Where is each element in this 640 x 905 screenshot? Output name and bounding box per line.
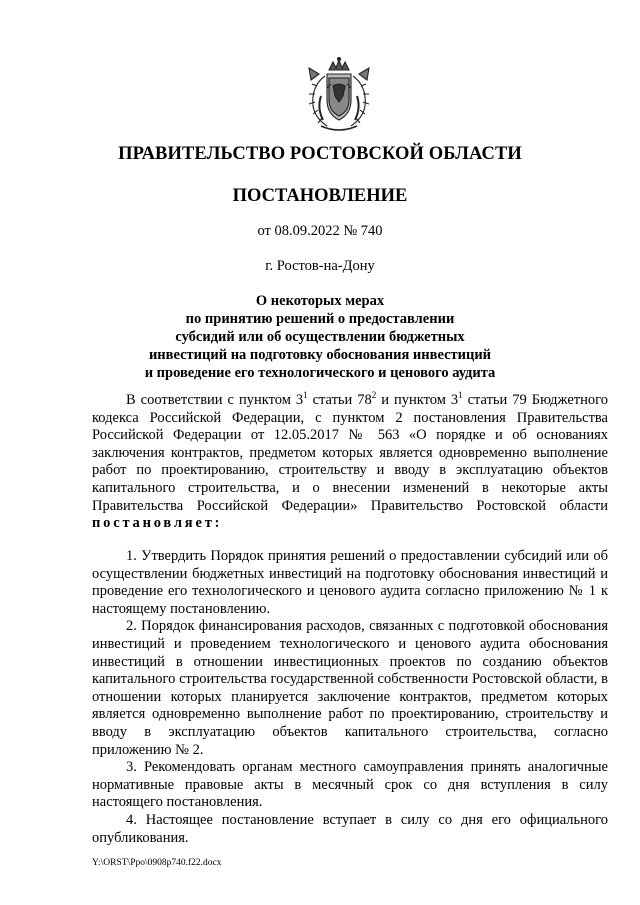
government-title: ПРАВИТЕЛЬСТВО РОСТОВСКОЙ ОБЛАСТИ bbox=[118, 144, 522, 164]
decree-word: постановляет: bbox=[92, 515, 223, 532]
subject-line: и проведение его технологического и ценового аудита bbox=[144, 365, 496, 381]
subject-line: субсидий или об осуществлении бюджетных bbox=[175, 329, 465, 345]
issue-place: г. Ростов-на-Дону bbox=[265, 258, 375, 274]
subject-line: О некоторых мерах bbox=[255, 293, 385, 309]
document-date-number: от 08.09.2022 № 740 bbox=[257, 223, 383, 239]
decree-item: 3. Рекомендовать органам местного самоуправления принять аналогичные нормативные правовые акты в месячный срок со дня вступления в силу настоящего постановления. bbox=[92, 759, 608, 811]
decree-items bbox=[92, 548, 608, 847]
superscript: 2 bbox=[371, 390, 377, 400]
subject-line: инвестиций на подготовку обоснования инвестиций bbox=[148, 347, 492, 363]
superscript: 1 bbox=[303, 390, 308, 400]
preamble-text: статьи 78 bbox=[307, 392, 372, 408]
preamble bbox=[92, 392, 608, 533]
file-path-footer: Y:\ORST\Ppo\0908p740.f22.docx bbox=[92, 858, 222, 868]
subject-line: по принятию решений о предоставлении bbox=[185, 311, 455, 327]
decree-item: 2. Порядок финансирования расходов, связанных с подготовкой обоснования инвестиций и проведением технологического и ценового аудита обоснования инвестиций в отношении инвестиционных проектов по созданию объектов капитального строительства государственной собственности Ростовской области, в отношении которых планируется заключение контрактов, предметом которых является одновременно выполнение работ по проектированию, строительству и вводу в эксплуатацию объектов капитального строительства, согласно приложению № 2. bbox=[92, 618, 608, 758]
preamble-text: статьи 79 Бюджетного кодекса Российской Федерации, с пунктом 2 постановления Правительства Российской Федерации от 12.05.2017 № 563 «О порядке и об основаниях заключения контрактов, предметом которых является одновременно выполнение работ по проектированию, строительству и вводу в эксплуатацию объектов капитального строительства, и о внесении изменений в некоторые акты Правительства Российской Федерации» Правительство Ростовской области bbox=[92, 392, 608, 514]
preamble-text: и пунктом 3 bbox=[376, 392, 459, 408]
document-type: ПОСТАНОВЛЕНИЕ bbox=[232, 186, 408, 206]
coat-of-arms-icon bbox=[303, 56, 375, 134]
superscript: 1 bbox=[458, 390, 463, 400]
decree-item: 4. Настоящее постановление вступает в силу со дня его официального опубликования. bbox=[92, 811, 608, 846]
preamble-text: В соответствии с пунктом 3 bbox=[126, 392, 304, 408]
preamble-paragraph bbox=[92, 392, 608, 533]
document-subject bbox=[0, 292, 640, 382]
decree-item: 1. Утвердить Порядок принятия решений о предоставлении субсидий или об осуществлении бюджетных инвестиций на подготовку обоснования инвестиций и проведение его технологического и ценового аудита согласно приложению № 1 к настоящему постановлению. bbox=[92, 548, 608, 617]
